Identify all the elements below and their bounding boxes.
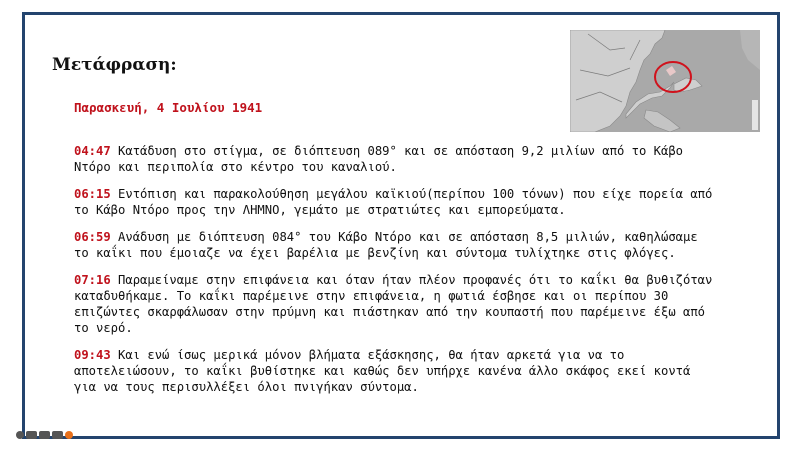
share-icon: [52, 431, 63, 439]
page-title: Μετάφραση:: [52, 55, 177, 75]
entry-text: Εντόπιση και παρακολούθηση μεγάλου καϊκιού(περίπου 100 τόνων) που είχε πορεία από το Κάβο Ντόρο προς την ΛΗΜΝΟ, γεμάτο με στρατιώτες και εμπορεύματα.: [74, 187, 713, 217]
entry-date: Παρασκευή, 4 Ιουλίου 1941: [74, 100, 263, 115]
log-entry: [74, 186, 714, 218]
entry-time: 06:59: [74, 230, 111, 244]
log-entry: [74, 272, 714, 336]
entry-time: 09:43: [74, 348, 111, 362]
log-entries: [74, 143, 714, 406]
entry-time: 06:15: [74, 187, 111, 201]
license-icon: [39, 431, 50, 439]
map-thumbnail-icon: [570, 30, 760, 132]
log-entry: [74, 347, 714, 395]
license-badge: [16, 430, 73, 440]
logo-icon: [65, 431, 73, 439]
log-entry: [74, 229, 714, 261]
attribution-icon: [26, 431, 37, 439]
entry-text: Παραμείναμε στην επιφάνεια και όταν ήταν πλέον προφανές ότι το καΐκι θα βυθιζόταν καταδυθήκαμε. Το καΐκι παρέμεινε στην επιφάνεια, η φωτιά έσβησε και οι περίπου 30 επιζώντες σκαρφάλωσαν στην πρύμνη και πιάστηκαν από την κουπαστή που παρέμεινε έξω από το νερό.: [74, 273, 713, 335]
entry-text: Και ενώ ίσως μερικά μόνον βλήματα εξάσκησης, θα ήταν αρκετά για να το αποτελειώσουν, το καΐκι βυθίστηκε και καθώς δεν υπήρχε κανένα άλλο σκάφος εκεί κοντά για να τους περισυλλέξει όλοι πνιγήκαν σύντομα.: [74, 348, 691, 394]
entry-text: Ανάδυση με διόπτευση 084° του Κάβο Ντόρο και σε απόσταση 8,5 μιλιών, καθηλώσαμε το καΐκι που έμοιαζε να έχει βαρέλια με βενζίνη και σύντομα τυλίχτηκε στις φλόγες.: [74, 230, 698, 260]
entry-time: 07:16: [74, 273, 111, 287]
entry-time: 04:47: [74, 144, 111, 158]
entry-text: Κατάδυση στο στίγμα, σε διόπτευση 089° και σε απόσταση 9,2 μιλίων από το Κάβο Ντόρο και περιπολία στο κέντρο του καναλιού.: [74, 144, 684, 174]
log-entry: [74, 143, 714, 175]
cc-icon: [16, 431, 24, 439]
map-thumbnail: [570, 30, 760, 132]
